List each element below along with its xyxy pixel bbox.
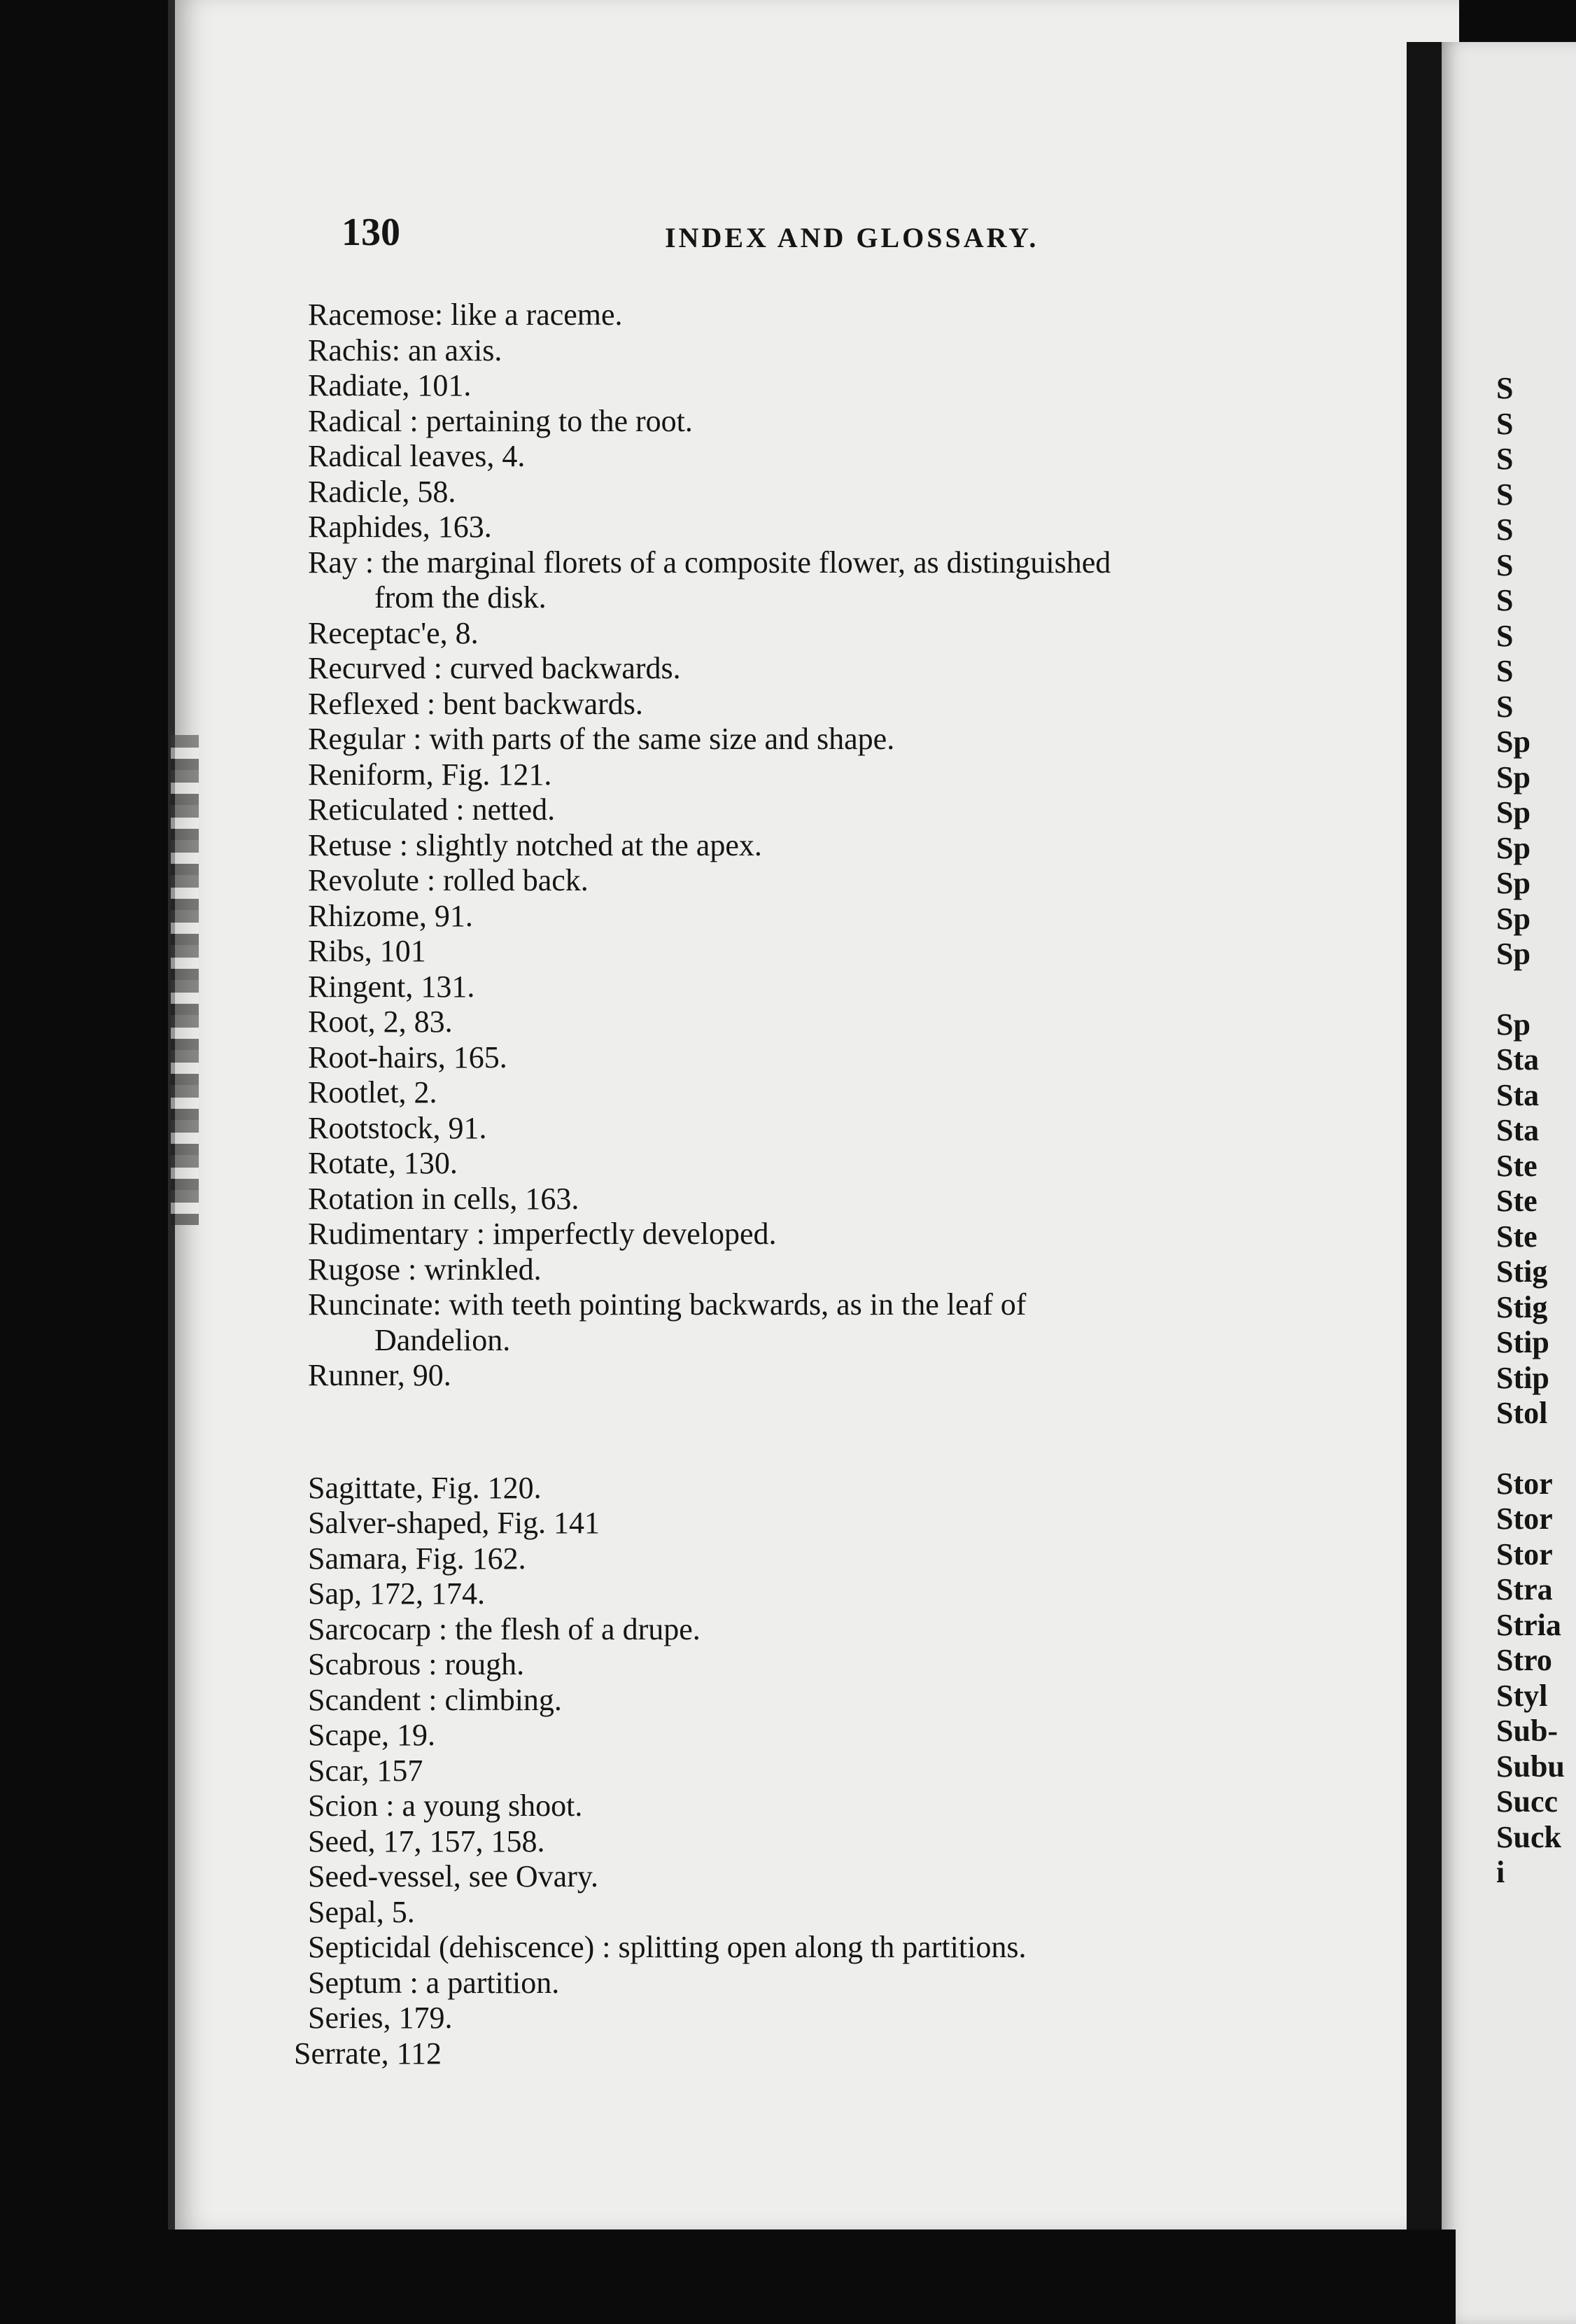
- entry-text: Reticulated : netted.: [308, 792, 556, 827]
- cut-off-entry: S: [1496, 689, 1514, 724]
- cut-off-entry: Sp: [1496, 866, 1531, 900]
- glossary-entry: [308, 1111, 1400, 1147]
- entry-continuation: Dandelion.: [374, 1322, 511, 1357]
- cut-off-entry: S: [1496, 583, 1514, 617]
- entry-text: Septum : a partition.: [308, 1965, 560, 2000]
- entry-text: Septicidal (dehiscence) : splitting open along th partitions.: [308, 1930, 1027, 1964]
- glossary-entry: [308, 1506, 1400, 1541]
- glossary-entry: [294, 2036, 1400, 2072]
- entry-text: Rudimentary : imperfectly developed.: [308, 1217, 777, 1251]
- cut-off-entry: Succ: [1496, 1784, 1558, 1819]
- cut-off-entry: Ste: [1496, 1184, 1538, 1218]
- group-spacer: [308, 1394, 1400, 1471]
- bottom-shadow: [105, 2230, 1456, 2324]
- entry-text: Reflexed : bent backwards.: [308, 686, 643, 721]
- cut-off-entry: Stor: [1496, 1466, 1553, 1501]
- glossary-entry: [308, 1788, 1400, 1824]
- entry-text: Seed-vessel, see Ovary.: [308, 1859, 598, 1893]
- glossary-entry: [308, 545, 1400, 616]
- cut-off-entry: Sp: [1496, 795, 1531, 830]
- entry-text: Sepal, 5.: [308, 1894, 415, 1929]
- glossary-entry: [308, 969, 1400, 1005]
- left-binding-shadow: [0, 0, 168, 2324]
- entry-text: Ringent, 131.: [308, 969, 475, 1004]
- cut-off-entry: S: [1496, 654, 1514, 688]
- page-number: 130: [342, 211, 400, 254]
- cut-off-entry: Ste: [1496, 1219, 1538, 1254]
- cut-off-entry: S: [1496, 371, 1514, 405]
- glossary-entry: [308, 439, 1400, 475]
- glossary-entry: [308, 1966, 1400, 2001]
- glossary-entry: [308, 1754, 1400, 1789]
- entry-text: Rotation in cells, 163.: [308, 1181, 579, 1216]
- cut-off-entry: S: [1496, 477, 1514, 512]
- entry-text: Scar, 157: [308, 1753, 423, 1788]
- right-page-fragments: [1496, 371, 1576, 1891]
- cut-off-entry: Stip: [1496, 1360, 1549, 1395]
- entry-text: Rootlet, 2.: [308, 1075, 437, 1110]
- torn-page-edge: [171, 735, 199, 1225]
- glossary-entry: [308, 368, 1400, 404]
- glossary-group-r: [308, 298, 1400, 1394]
- glossary-entry: [308, 722, 1400, 757]
- glossary-entry: [308, 1718, 1400, 1754]
- cut-off-entry: Sta: [1496, 1113, 1540, 1147]
- entry-text: Reniform, Fig. 121.: [308, 757, 552, 792]
- cut-off-entry: Stip: [1496, 1325, 1549, 1359]
- cut-off-entry: Stor: [1496, 1502, 1553, 1536]
- glossary-entry: [308, 616, 1400, 652]
- cut-off-entry: S: [1496, 512, 1514, 547]
- glossary-entry: [308, 651, 1400, 687]
- glossary-entry: [308, 1252, 1400, 1288]
- entry-text: Sap, 172, 174.: [308, 1576, 485, 1611]
- cut-off-entry: Sta: [1496, 1077, 1540, 1112]
- glossary-entry: [308, 2001, 1400, 2036]
- glossary-entry: [308, 1576, 1400, 1612]
- glossary-entry: [308, 792, 1400, 828]
- cut-off-entry: Stria: [1496, 1607, 1561, 1642]
- glossary-entry: [308, 1146, 1400, 1182]
- cut-off-entry: Ste: [1496, 1148, 1538, 1183]
- entry-text: Rugose : wrinkled.: [308, 1252, 542, 1287]
- entry-text: Samara, Fig. 162.: [308, 1541, 526, 1576]
- glossary-group-s: [294, 1470, 1400, 2072]
- glossary-entry: [308, 404, 1400, 440]
- cut-off-entry: Suck: [1496, 1819, 1561, 1854]
- entry-text: Raphides, 163.: [308, 510, 492, 544]
- glossary-entry: [308, 687, 1400, 722]
- entry-text: Radicle, 58.: [308, 474, 456, 509]
- glossary-entry: [308, 1040, 1400, 1076]
- fragment-group: [1496, 371, 1576, 972]
- glossary-entry: [308, 1075, 1400, 1111]
- entry-text: Radiate, 101.: [308, 368, 472, 402]
- entry-text: Runcinate: with teeth pointing backwards, as in the leaf of: [308, 1287, 1027, 1322]
- glossary-entry: [308, 934, 1400, 969]
- glossary-entry: [308, 1217, 1400, 1252]
- glossary-entry: [308, 1930, 1400, 1966]
- cut-off-entry: Stig: [1496, 1254, 1548, 1289]
- cut-off-entry: Stro: [1496, 1643, 1552, 1677]
- glossary-entry: [308, 475, 1400, 510]
- entry-text: Receptac'e, 8.: [308, 615, 479, 650]
- entry-text: Series, 179.: [308, 2001, 453, 2035]
- glossary-entry: [308, 510, 1400, 545]
- glossary-entry: [308, 757, 1400, 793]
- glossary-entry: [308, 1824, 1400, 1860]
- entry-text: Rootstock, 91.: [308, 1110, 487, 1145]
- cut-off-entry: Styl: [1496, 1678, 1548, 1713]
- glossary-entry: [308, 1859, 1400, 1895]
- entry-text: Racemose: like a raceme.: [308, 298, 623, 332]
- entry-text: Rhizome, 91.: [308, 898, 473, 933]
- glossary-entry: [308, 899, 1400, 934]
- entry-text: Seed, 17, 157, 158.: [308, 1823, 545, 1858]
- fragment-group: [1496, 1007, 1576, 1432]
- cut-off-entry: Sp: [1496, 760, 1531, 794]
- entry-text: Serrate, 112: [294, 2036, 442, 2071]
- cut-off-entry: Sp: [1496, 901, 1531, 936]
- cut-off-entry: Stig: [1496, 1289, 1548, 1324]
- cut-off-entry: S: [1496, 442, 1514, 476]
- glossary-entry: [308, 1358, 1400, 1394]
- cut-off-entry: Sub-: [1496, 1714, 1559, 1748]
- entry-text: Rachis: an axis.: [308, 332, 502, 368]
- cut-off-entry: Sp: [1496, 830, 1531, 865]
- cut-off-entry: S: [1496, 406, 1514, 441]
- entry-text: Runner, 90.: [308, 1358, 451, 1392]
- entry-text: Recurved : curved backwards.: [308, 651, 681, 685]
- glossary-entry: [308, 1683, 1400, 1718]
- entry-text: Rotate, 130.: [308, 1146, 458, 1180]
- entry-text: Sagittate, Fig. 120.: [308, 1470, 542, 1505]
- entry-text: Root-hairs, 165.: [308, 1040, 507, 1074]
- cut-off-entry: Sp: [1496, 937, 1531, 971]
- entry-text: Scabrous : rough.: [308, 1647, 525, 1681]
- cut-off-entry: Stra: [1496, 1572, 1553, 1606]
- glossary-entry: [308, 1612, 1400, 1648]
- entry-text: Retuse : slightly notched at the apex.: [308, 827, 762, 862]
- cut-off-entry: S: [1496, 618, 1514, 653]
- running-head: INDEX AND GLOSSARY.: [665, 222, 1039, 253]
- entry-continuation: from the disk.: [374, 580, 547, 615]
- entry-text: Regular : with parts of the same size and shape.: [308, 722, 895, 756]
- glossary-entry: [308, 298, 1400, 333]
- glossary-entry: [308, 863, 1400, 899]
- entry-text: Salver-shaped, Fig. 141: [308, 1506, 600, 1540]
- glossary-entry: [308, 333, 1400, 369]
- cut-off-entry: Stol: [1496, 1396, 1548, 1430]
- cut-off-entry: Subu: [1496, 1749, 1565, 1784]
- entry-text: Scape, 19.: [308, 1718, 436, 1752]
- glossary-entry: [308, 1287, 1400, 1358]
- fragment-group: [1496, 1466, 1576, 1891]
- glossary-entry: [308, 1182, 1400, 1217]
- glossary-entry: [308, 1895, 1400, 1931]
- entry-text: Radical : pertaining to the root.: [308, 403, 693, 438]
- entry-text: Root, 2, 83.: [308, 1004, 453, 1039]
- book-spine-shadow: [1407, 42, 1442, 2324]
- cut-off-entry: Sp: [1496, 724, 1531, 759]
- entry-text: Radical leaves, 4.: [308, 439, 526, 473]
- cut-off-entry: S: [1496, 547, 1514, 582]
- entry-text: Ribs, 101: [308, 934, 426, 968]
- glossary-entries: [294, 298, 1400, 2071]
- entry-text: Revolute : rolled back.: [308, 863, 589, 897]
- glossary-entry: [308, 1541, 1400, 1577]
- entry-text: Sarcocarp : the flesh of a drupe.: [308, 1611, 701, 1646]
- glossary-entry: [308, 828, 1400, 864]
- page-header: [336, 210, 1428, 266]
- entry-text: Scion : a young shoot.: [308, 1788, 583, 1823]
- cut-off-entry: Sp: [1496, 1007, 1531, 1042]
- entry-text: Ray : the marginal florets of a composite flower, as distinguished: [308, 545, 1111, 580]
- entry-text: Scandent : climbing.: [308, 1682, 562, 1717]
- glossary-entry: [308, 1471, 1400, 1506]
- cut-off-entry: Sta: [1496, 1042, 1540, 1077]
- glossary-entry: [308, 1004, 1400, 1040]
- glossary-entry: [308, 1647, 1400, 1683]
- cut-off-entry: Stor: [1496, 1536, 1553, 1572]
- cut-off-entry: i: [1496, 1855, 1505, 1889]
